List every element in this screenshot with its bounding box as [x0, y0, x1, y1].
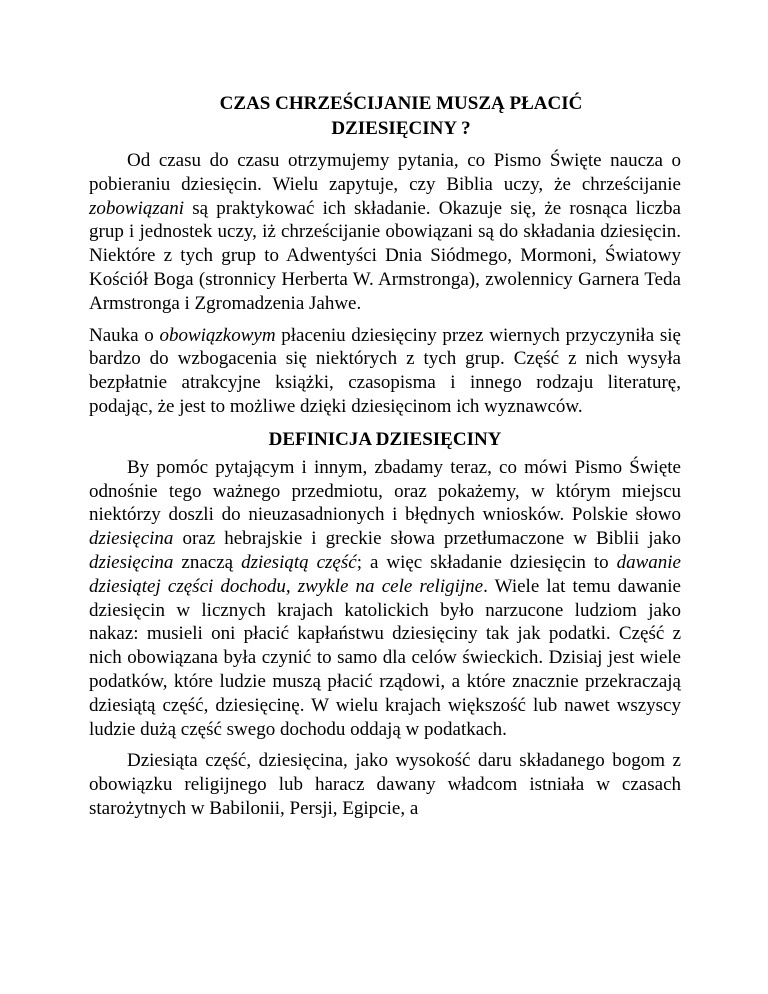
document-title: CZAS CHRZEŚCIJANIE MUSZĄ PŁACIĆ DZIESIĘCINY ?	[219, 93, 583, 139]
text-run: Od czasu do czasu otrzymujemy pytania, co Pismo Święte naucza o pobieraniu dziesięcin. Wielu zapytuje, czy Biblia uczy, że chrześcijanie	[89, 150, 681, 195]
text-run: płaceniu dziesięciny przez wiernych przyczyniła się bardzo do wzbogacenia się niektórych z tych grup. Część z nich wysyła bezpłatnie atrakcyjne książki, czasopisma i innego rodzaju literaturę, podając, że jest to możliwe dzięki dziesięcinom ich wyznawców.	[89, 324, 681, 417]
emphasis-text: obowiązkowym	[159, 324, 276, 346]
document-page	[89, 91, 681, 829]
paragraph-4: Dziesiąta część, dziesięcina, jako wysokość daru składanego bogom z obowiązku religijnego lub haracz dawany władcom istniała w czasach starożytnych w Babilonii, Persji, Egipcie, a	[89, 750, 681, 819]
emphasis-text: dziesięcina	[89, 551, 174, 573]
section-heading: DEFINICJA DZIESIĘCINY	[268, 428, 502, 450]
emphasis-text: dawanie dziesiątej części dochodu, zwykle na cele religijne	[89, 551, 681, 597]
paragraph-1	[89, 149, 681, 316]
text-run: . Wiele lat temu dawanie dziesięcin w licznych krajach katolickich było narzucone ludziom jako nakaz: musieli oni płacić kapłaństwu dziesięciny tak jak podatki. Część z nich obowiązana była czynić to samo dla celów świeckich. Dzisiaj jest wiele podatków, które ludzie muszą płacić rządowi, a które znacznie przekraczają dziesiątą część, dziesięcinę. W wielu krajach większość lub nawet wszyscy ludzie dużą część swego dochodu oddają w podatkach.	[89, 575, 681, 740]
text-run: są praktykować ich składanie. Okazuje się, że rosnąca liczba grup i jednostek uczy, iż chrześcijanie obowiązani są do składania dziesięcin. Niektóre z tych grup to Adwentyści Dnia Siódmego, Mormoni, Światowy Kościół Boga (stronnicy Herberta W. Armstronga), zwolennicy Garnera Teda Armstronga i Zgromadzenia Jahwe.	[89, 197, 681, 314]
text-run: znaczą	[173, 551, 242, 573]
text-run: ; a więc składanie dziesięcin to	[356, 551, 617, 573]
emphasis-text: dziesiątą część	[241, 551, 357, 573]
emphasis-text: dziesięcina	[89, 528, 174, 550]
paragraph-2	[89, 324, 681, 419]
text-run: oraz hebrajskie i greckie słowa przetłumaczone w Biblii jako	[173, 528, 681, 550]
text-run: Nauka o	[89, 324, 160, 346]
emphasis-text: zobowiązani	[89, 197, 185, 219]
text-run: By pomóc pytającym i innym, zbadamy teraz, co mówi Pismo Święte odnośnie tego ważnego przedmiotu, oraz pokażemy, w którym miejscu niektórzy doszli do nieuzasadnionych i błędnych wniosków. Polskie słowo	[89, 456, 681, 526]
paragraph-3	[89, 456, 681, 742]
